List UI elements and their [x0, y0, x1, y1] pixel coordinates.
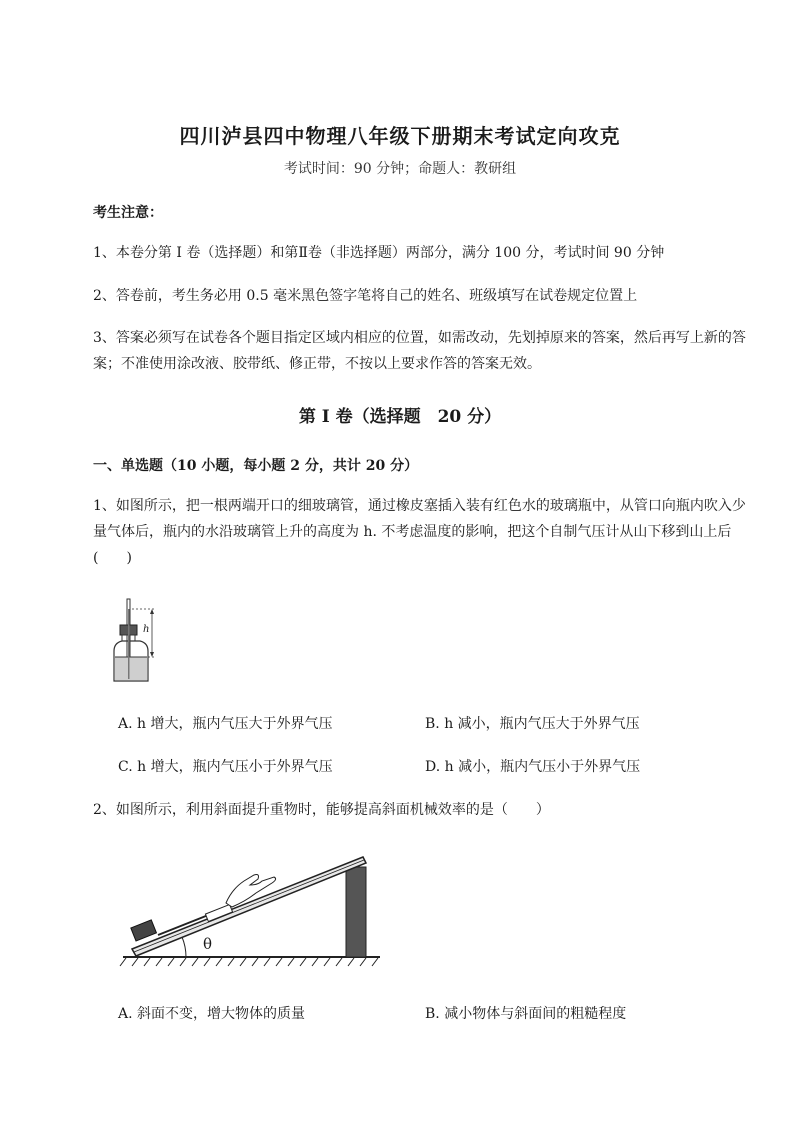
q2-option-b[interactable]: B. 减小物体与斜面间的粗糙程度 — [425, 1006, 627, 1022]
question-2-stem: 2、如图所示，利用斜面提升重物时，能够提高斜面机械效率的是（ ） — [93, 802, 550, 818]
exam-info: 考试时间：90 分钟；命题人：教研组 — [283, 161, 517, 177]
notice-item-2: 2、答卷前，考生务必用 0.5 毫米黑色签字笔将自己的姓名、班级填写在试卷规定位置上 — [93, 288, 638, 304]
notice-item-3: 3、答案必须写在试卷各个题目指定区域内相应的位置，如需改动，先划掉原来的答案，然后再写上新的答案；不准使用涂改液、胶带纸、修正带，不按以上要求作答的答案无效。 — [93, 330, 746, 372]
q1-option-b[interactable]: B. h 减小，瓶内气压大于外界气压 — [425, 716, 640, 732]
part-heading: 一、单选题（10 小题，每小题 2 分，共计 20 分） — [93, 458, 419, 474]
notice-heading: 考生注意： — [93, 205, 163, 221]
inclined-plane-figure — [118, 845, 383, 975]
page-title: 四川泸县四中物理八年级下册期末考试定向攻克 — [179, 124, 621, 148]
barometer-bottle-figure — [100, 595, 170, 690]
figure-label-theta: θ — [203, 935, 213, 953]
question-1-stem: 1、如图所示，把一根两端开口的细玻璃管，通过橡皮塞插入装有红色水的玻璃瓶中，从管口向瓶内吹入少量气体后，瓶内的水沿玻璃管上升的高度为 h. 不考虑温度的影响，把这个自制气压计从山下移到山上后( ) — [93, 498, 746, 566]
figure-label-h: h — [143, 624, 150, 635]
q1-option-d[interactable]: D. h 减小，瓶内气压小于外界气压 — [425, 759, 641, 775]
q2-option-a[interactable]: A. 斜面不变，增大物体的质量 — [118, 1006, 306, 1022]
q1-option-a[interactable]: A. h 增大，瓶内气压大于外界气压 — [118, 716, 333, 732]
q1-option-c[interactable]: C. h 增大，瓶内气压小于外界气压 — [118, 759, 333, 775]
notice-item-1: 1、本卷分第 I 卷（选择题）和第Ⅱ卷（非选择题）两部分，满分 100 分，考试时间 90 分钟 — [93, 245, 665, 261]
section-title: 第 I 卷（选择题 20 分） — [298, 407, 502, 427]
